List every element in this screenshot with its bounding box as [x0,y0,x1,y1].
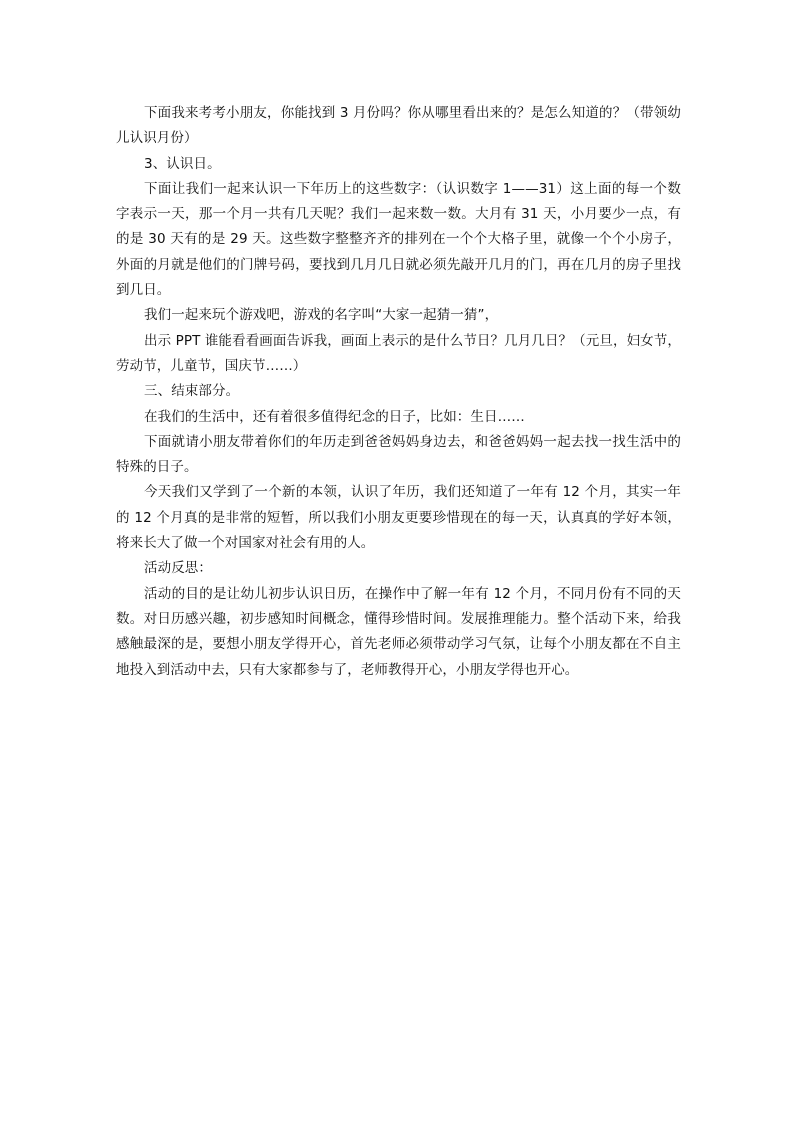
paragraph-summary: 今天我们又学到了一个新的本领，认识了年历，我们还知道了一年有 12 个月，其实一年的 12 个月真的是非常的短暂，所以我们小朋友更要珍惜现在的每一天，认真真的学好本领，将来长大了做一个对国家对社会有用的人。 [116,484,681,552]
paragraph-find-march: 下面我来考考小朋友，你能找到 3 月份吗？你从哪里看出来的？是怎么知道的？（带领幼儿认识月份） [116,105,681,147]
paragraph-ppt-holidays: 出示 PPT 谁能看看画面告诉我，画面上表示的是什么节日？几月几日？（元旦，妇女节，劳动节，儿童节，国庆节……） [116,332,681,374]
document-body [116,101,681,683]
heading-ending-section: 三、结束部分。 [144,383,240,400]
paragraph-find-special-days: 下面就请小朋友带着你们的年历走到爸爸妈妈身边去，和爸爸妈妈一起去找一找生活中的特殊的日子。 [116,433,681,476]
paragraph-memorable-days: 在我们的生活中，还有着很多值得纪念的日子，比如：生日…… [144,408,525,425]
heading-activity-reflection: 活动反思： [144,560,212,577]
paragraph-game-intro: 我们一起来玩个游戏吧，游戏的名字叫“大家一起猜一猜”， [144,307,499,324]
heading-recognize-days: 3、认识日。 [144,155,221,172]
paragraph-numbers-explanation: 下面让我们一起来认识一下年历上的这些数字：（认识数字 1——31）这上面的每一个数字表示一天，那一个月一共有几天呢？我们一起来数一数。大月有 31 天，小月要少一点，有的是 30 天有的是 29 天。这些数字整整齐齐的排列在一个个大格子里，就像一个个小房子，外面的月就是他们的门牌号码，要找到几月几日就必须先敲开几月的门，再在几月的房子里找到几日。 [116,180,681,299]
paragraph-reflection: 活动的目的是让幼儿初步认识日历，在操作中了解一年有 12 个月，不同月份有不同的天数。对日历感兴趣，初步感知时间概念，懂得珍惜时间。发展推理能力。整个活动下来，给我感触最深的是，要想小朋友学得开心，首先老师必须带动学习气氛，让每个小朋友都在不自主地投入到活动中去，只有大家都参与了，老师教得开心，小朋友学得也开心。 [116,585,681,678]
